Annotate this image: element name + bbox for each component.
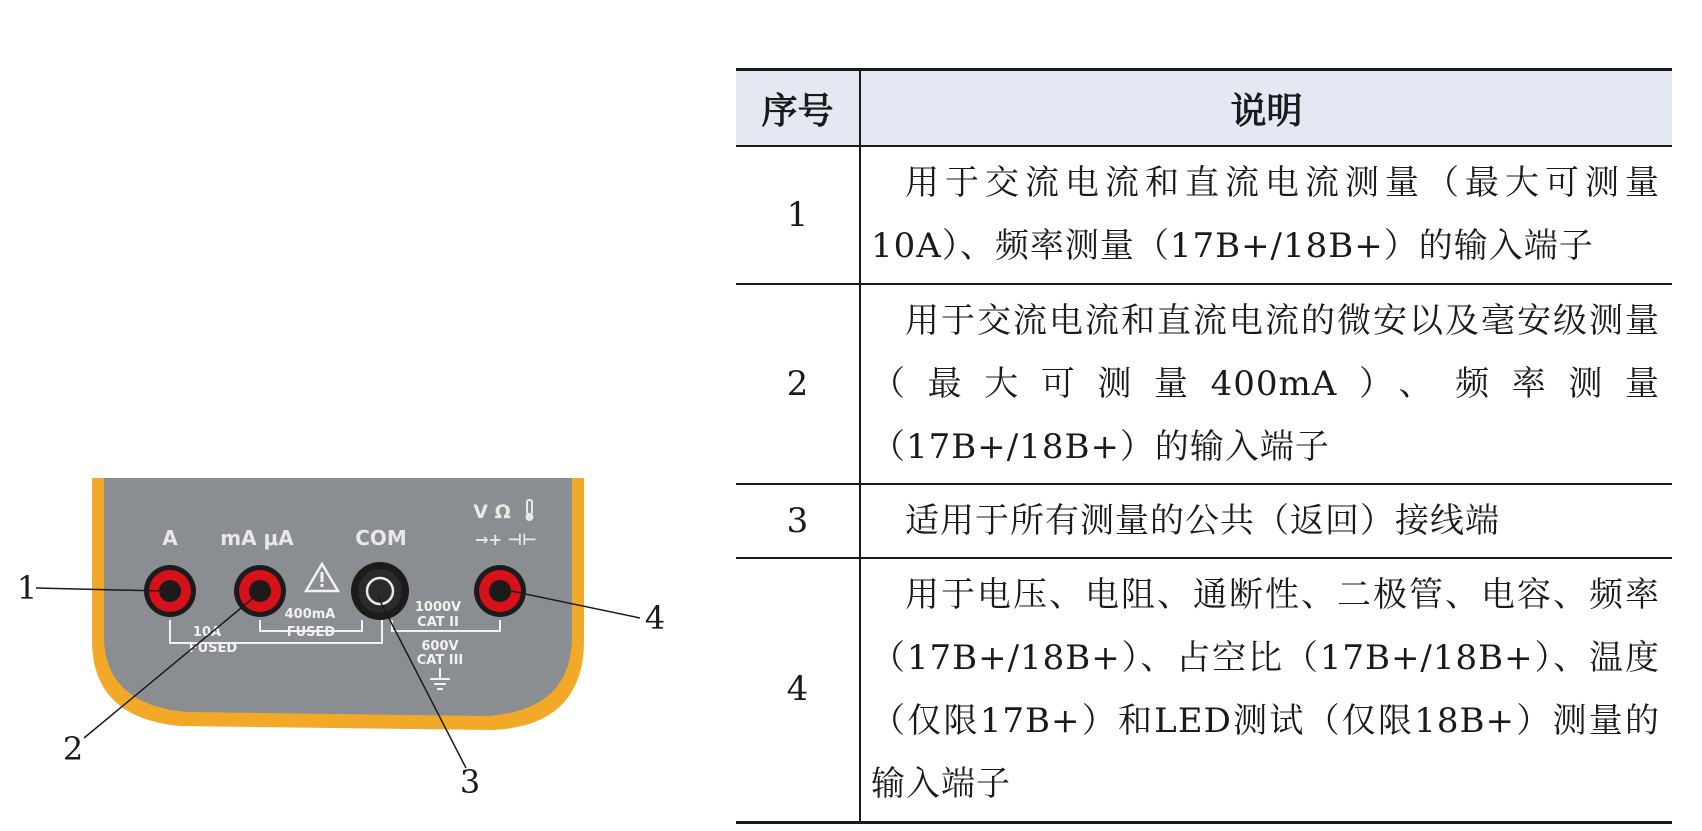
row-description: 适用于所有测量的公共（返回）接线端	[860, 484, 1672, 558]
row-description: 用于交流电流和直流电流测量（最大可测量10A）、频率测量（17B+/18B+）的输入端子	[860, 146, 1672, 284]
row-index: 2	[736, 284, 860, 484]
callout-1: 1	[16, 569, 38, 607]
table-row	[736, 146, 1672, 284]
table-row	[736, 484, 1672, 558]
row-description: 用于电压、电阻、通断性、二极管、电容、频率（17B+/18B+）、占空比（17B+/18B+）、温度（仅限17B+）和LED测试（仅限18B+）测量的输入端子	[860, 558, 1672, 822]
callout-4: 4	[644, 599, 666, 637]
jack-label-a: A	[162, 526, 178, 550]
terminal-description-table	[736, 68, 1672, 824]
fuse-label-10a-fused: FUSED	[188, 641, 238, 656]
row-index: 4	[736, 558, 860, 822]
row-description: 用于交流电流和直流电流的微安以及毫安级测量（最大可测量400mA）、频率测量（17B+/18B+）的输入端子	[860, 284, 1672, 484]
callout-3: 3	[459, 763, 481, 801]
meter-terminal-figure	[0, 0, 720, 831]
fuse-label-10a: 10A	[192, 625, 222, 640]
jack-label-v-ohm: V Ω	[473, 501, 511, 523]
table-row	[736, 284, 1672, 484]
input-jack-ma-ua	[234, 565, 286, 617]
fuse-label-400ma: 400mA	[284, 607, 336, 622]
rating-1000v: 1000V	[414, 600, 462, 615]
table-row	[736, 558, 1672, 822]
jack-label-com: COM	[355, 526, 407, 550]
input-jack-com	[351, 562, 409, 620]
header-index: 序号	[736, 70, 860, 147]
row-index: 1	[736, 146, 860, 284]
rating-cat3: CAT III	[416, 653, 464, 668]
input-jack-v-ohm	[474, 565, 526, 617]
rating-cat2: CAT II	[417, 615, 459, 630]
table-header-row	[736, 70, 1672, 147]
rating-600v: 600V	[421, 639, 459, 654]
jack-label-diode-capacitor: →+ ⊣⊢	[475, 530, 537, 549]
jack-label-ma-ua: mA μA	[220, 526, 294, 550]
header-description: 说明	[860, 70, 1672, 147]
callout-2: 2	[62, 730, 84, 768]
fuse-label-400ma-fused: FUSED	[286, 625, 336, 640]
row-index: 3	[736, 484, 860, 558]
meter-panel-drawing	[0, 0, 720, 831]
